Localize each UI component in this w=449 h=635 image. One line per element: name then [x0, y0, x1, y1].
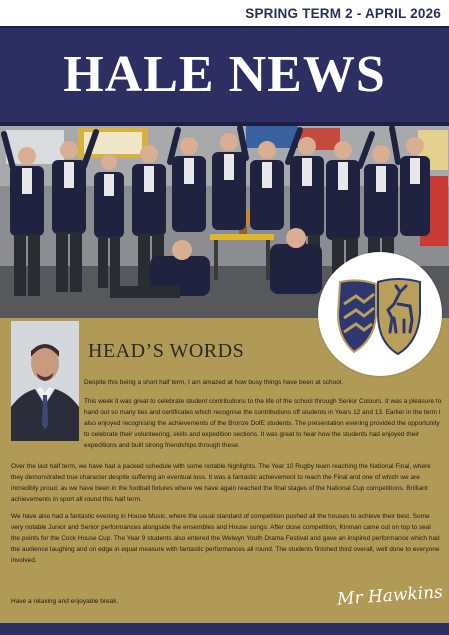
signature: Mr Hawkins [336, 582, 444, 610]
crest-badge [318, 252, 442, 376]
footer-bar [0, 623, 449, 635]
portrait-illustration [11, 321, 79, 441]
article-paragraph: Over the last half term, we have had a packed schedule with some notable highlights. The Year 10 Rugby team reaching the National Final, where they demonstrated true character despite suffering an eventual loss. It was a fantastic achievement to reach the Final and one of which we are incredibly proud, as we have been in the football fixtures where we have again reached the final stages of the National Cup competitions. Brilliant achievements in sport all round this half term. [11, 463, 431, 503]
term-label: SPRING TERM 2 - APRIL 2026 [245, 6, 441, 21]
section-heading: HEAD’S WORDS [88, 340, 245, 362]
term-bar [0, 0, 449, 26]
article-paragraph: We have also had a fantastic evening in House Music, where the usual standard of competition pushed all the houses to achieve their best. Some very notable Junior and Senior performances alongside the ensembles and House songs. After close competition, Kinman came out on top to seal the points for the Cock House Cup. The Year 9 students also entered the Welwyn Youth Drama Festival and gave an inspired performance which had the audience laughing and on edge in equal measure with fantastic performances all round. The students finished third overall, well done to everyone involved. [11, 513, 440, 564]
school-crest-icon [318, 252, 442, 376]
newsletter-title: HALE NEWS [63, 46, 386, 103]
article-paragraph: Despite this being a short half term, I am amazed at how busy things have been at school. [84, 379, 344, 386]
article-paragraph: This week it was great to celebrate student contributions to the life of the school through Senior Colours. It was a pleasure to hand out so many ties and certificates which recognise the contributions off students in Years 12 and 13. Earlier in the term I also enjoyed recognising the achievements of the Bronze DofE students. The presentation evening provided the opportunity to celebrate their volunteering, skills and expedition sections. It was great to hear how the students had enjoyed their expeditions and built strong friendships through these. [84, 398, 442, 449]
headteacher-portrait [11, 321, 79, 441]
article-closing: Have a relaxing and enjoyable break. [11, 598, 119, 605]
